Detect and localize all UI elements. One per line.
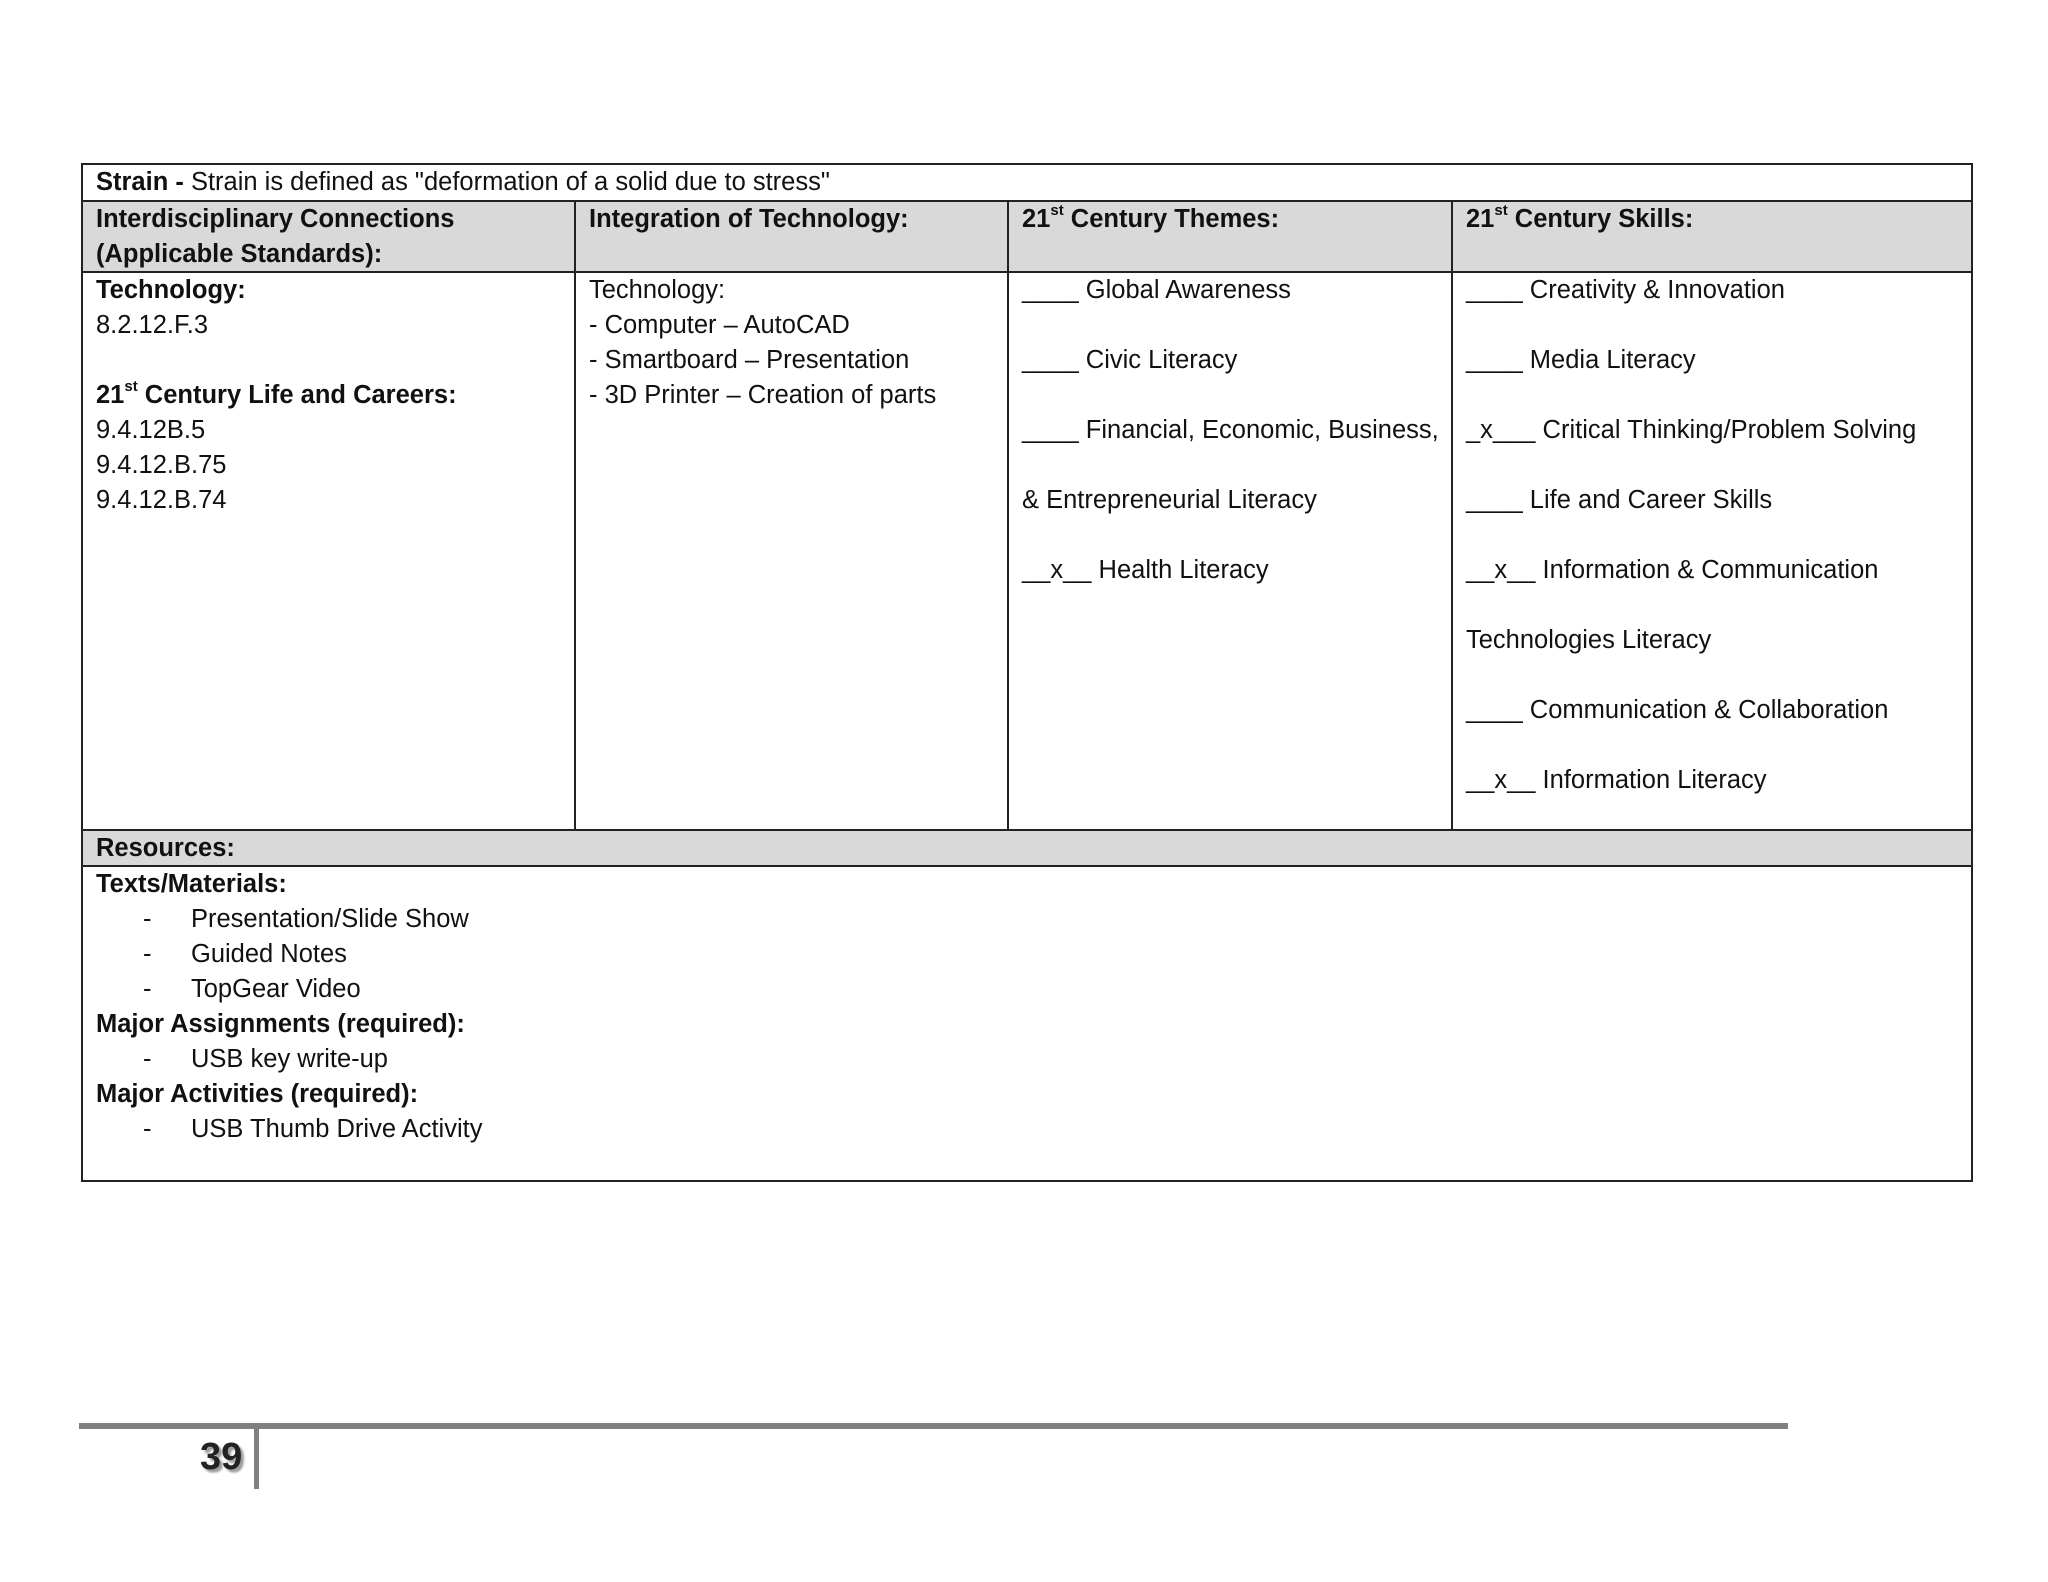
standards-life-sup: st (124, 378, 138, 395)
header-integration-text: Integration of Technology: (589, 205, 909, 233)
header-interdisciplinary-line2: (Applicable Standards): (96, 240, 383, 268)
standards-life-code: 9.4.12.B.74 (96, 486, 227, 514)
standards-life-heading (96, 378, 561, 413)
header-interdisciplinary (83, 202, 574, 271)
header-skills-text: Century Skills: (1507, 205, 1694, 233)
strain-definition (83, 165, 843, 200)
bullet-dash: - (143, 975, 152, 1003)
theme-item: & Entrepreneurial Literacy (1022, 486, 1317, 514)
standards-life-number: 21 (96, 381, 125, 409)
standards-life-code: 9.4.12B.5 (96, 416, 206, 444)
integration-item: - Smartboard – Presentation (589, 346, 910, 374)
resources-body-row (83, 865, 1971, 1180)
bullet-dash: - (143, 1115, 152, 1143)
header-themes-sup: st (1050, 202, 1064, 219)
theme-item: ____ Global Awareness (1022, 276, 1291, 304)
resources-cell (83, 867, 495, 1180)
skill-item: ____ Media Literacy (1466, 346, 1696, 374)
skill-item: _x___ Critical Thinking/Problem Solving (1466, 416, 1917, 444)
standards-tech-heading: Technology: (96, 276, 246, 304)
footer-divider (254, 1429, 259, 1489)
integration-heading: Technology: (589, 276, 726, 304)
theme-item: ____ Civic Literacy (1022, 346, 1238, 374)
spacer (96, 343, 561, 378)
texts-item-label: Guided Notes (191, 940, 347, 968)
bullet-dash: - (143, 940, 152, 968)
resources-heading: Resources: (96, 834, 235, 862)
header-integration (574, 202, 1007, 271)
skill-item: ____ Life and Career Skills (1466, 486, 1773, 514)
standards-tech-code: 8.2.12.F.3 (96, 311, 208, 339)
strain-definition-text: Strain is defined as "deformation of a solid due to stress" (190, 168, 830, 196)
assignments-heading: Major Assignments (required): (96, 1010, 465, 1038)
header-skills-sup: st (1494, 202, 1508, 219)
header-themes (1007, 202, 1451, 271)
strain-definition-row (83, 165, 1971, 200)
header-skills-number: 21 (1466, 205, 1495, 233)
skill-item: ____ Creativity & Innovation (1466, 276, 1785, 304)
integration-cell (574, 273, 1007, 829)
content-row (83, 271, 1971, 829)
standards-life-text: Century Life and Careers: (137, 381, 457, 409)
page-number: 39 (200, 1436, 243, 1478)
skill-item: Technologies Literacy (1466, 626, 1712, 654)
assignments-item-label: USB key write-up (191, 1045, 388, 1073)
header-themes-number: 21 (1022, 205, 1051, 233)
texts-item (96, 902, 482, 937)
standards-cell (83, 273, 574, 829)
skill-item: ____ Communication & Collaboration (1466, 696, 1889, 724)
standards-life-code: 9.4.12.B.75 (96, 451, 227, 479)
footer-rule (79, 1423, 1788, 1429)
integration-item: - 3D Printer – Creation of parts (589, 381, 937, 409)
assignments-item (96, 1042, 482, 1077)
texts-item (96, 937, 482, 972)
activities-item (96, 1112, 482, 1147)
strain-separator: - (168, 168, 191, 196)
activities-item-label: USB Thumb Drive Activity (191, 1115, 483, 1143)
header-skills (1451, 202, 1971, 271)
header-themes-text: Century Themes: (1063, 205, 1280, 233)
skill-item: __x__ Information Literacy (1466, 766, 1767, 794)
header-interdisciplinary-line1: Interdisciplinary Connections (96, 205, 455, 233)
column-header-row (83, 200, 1971, 271)
curriculum-table (81, 163, 1973, 1182)
integration-item: - Computer – AutoCAD (589, 311, 850, 339)
activities-heading: Major Activities (required): (96, 1080, 419, 1108)
texts-item-label: Presentation/Slide Show (191, 905, 469, 933)
themes-cell (1007, 273, 1451, 829)
skill-item: __x__ Information & Communication (1466, 556, 1879, 584)
theme-item: ____ Financial, Economic, Business, (1022, 416, 1439, 444)
bullet-dash: - (143, 1045, 152, 1073)
texts-item (96, 972, 482, 1007)
skills-cell (1451, 273, 1971, 829)
strain-term: Strain (96, 168, 169, 196)
texts-item-label: TopGear Video (191, 975, 361, 1003)
bullet-dash: - (143, 905, 152, 933)
resources-header-row (83, 829, 1971, 865)
theme-item: __x__ Health Literacy (1022, 556, 1269, 584)
texts-heading: Texts/Materials: (96, 870, 287, 898)
